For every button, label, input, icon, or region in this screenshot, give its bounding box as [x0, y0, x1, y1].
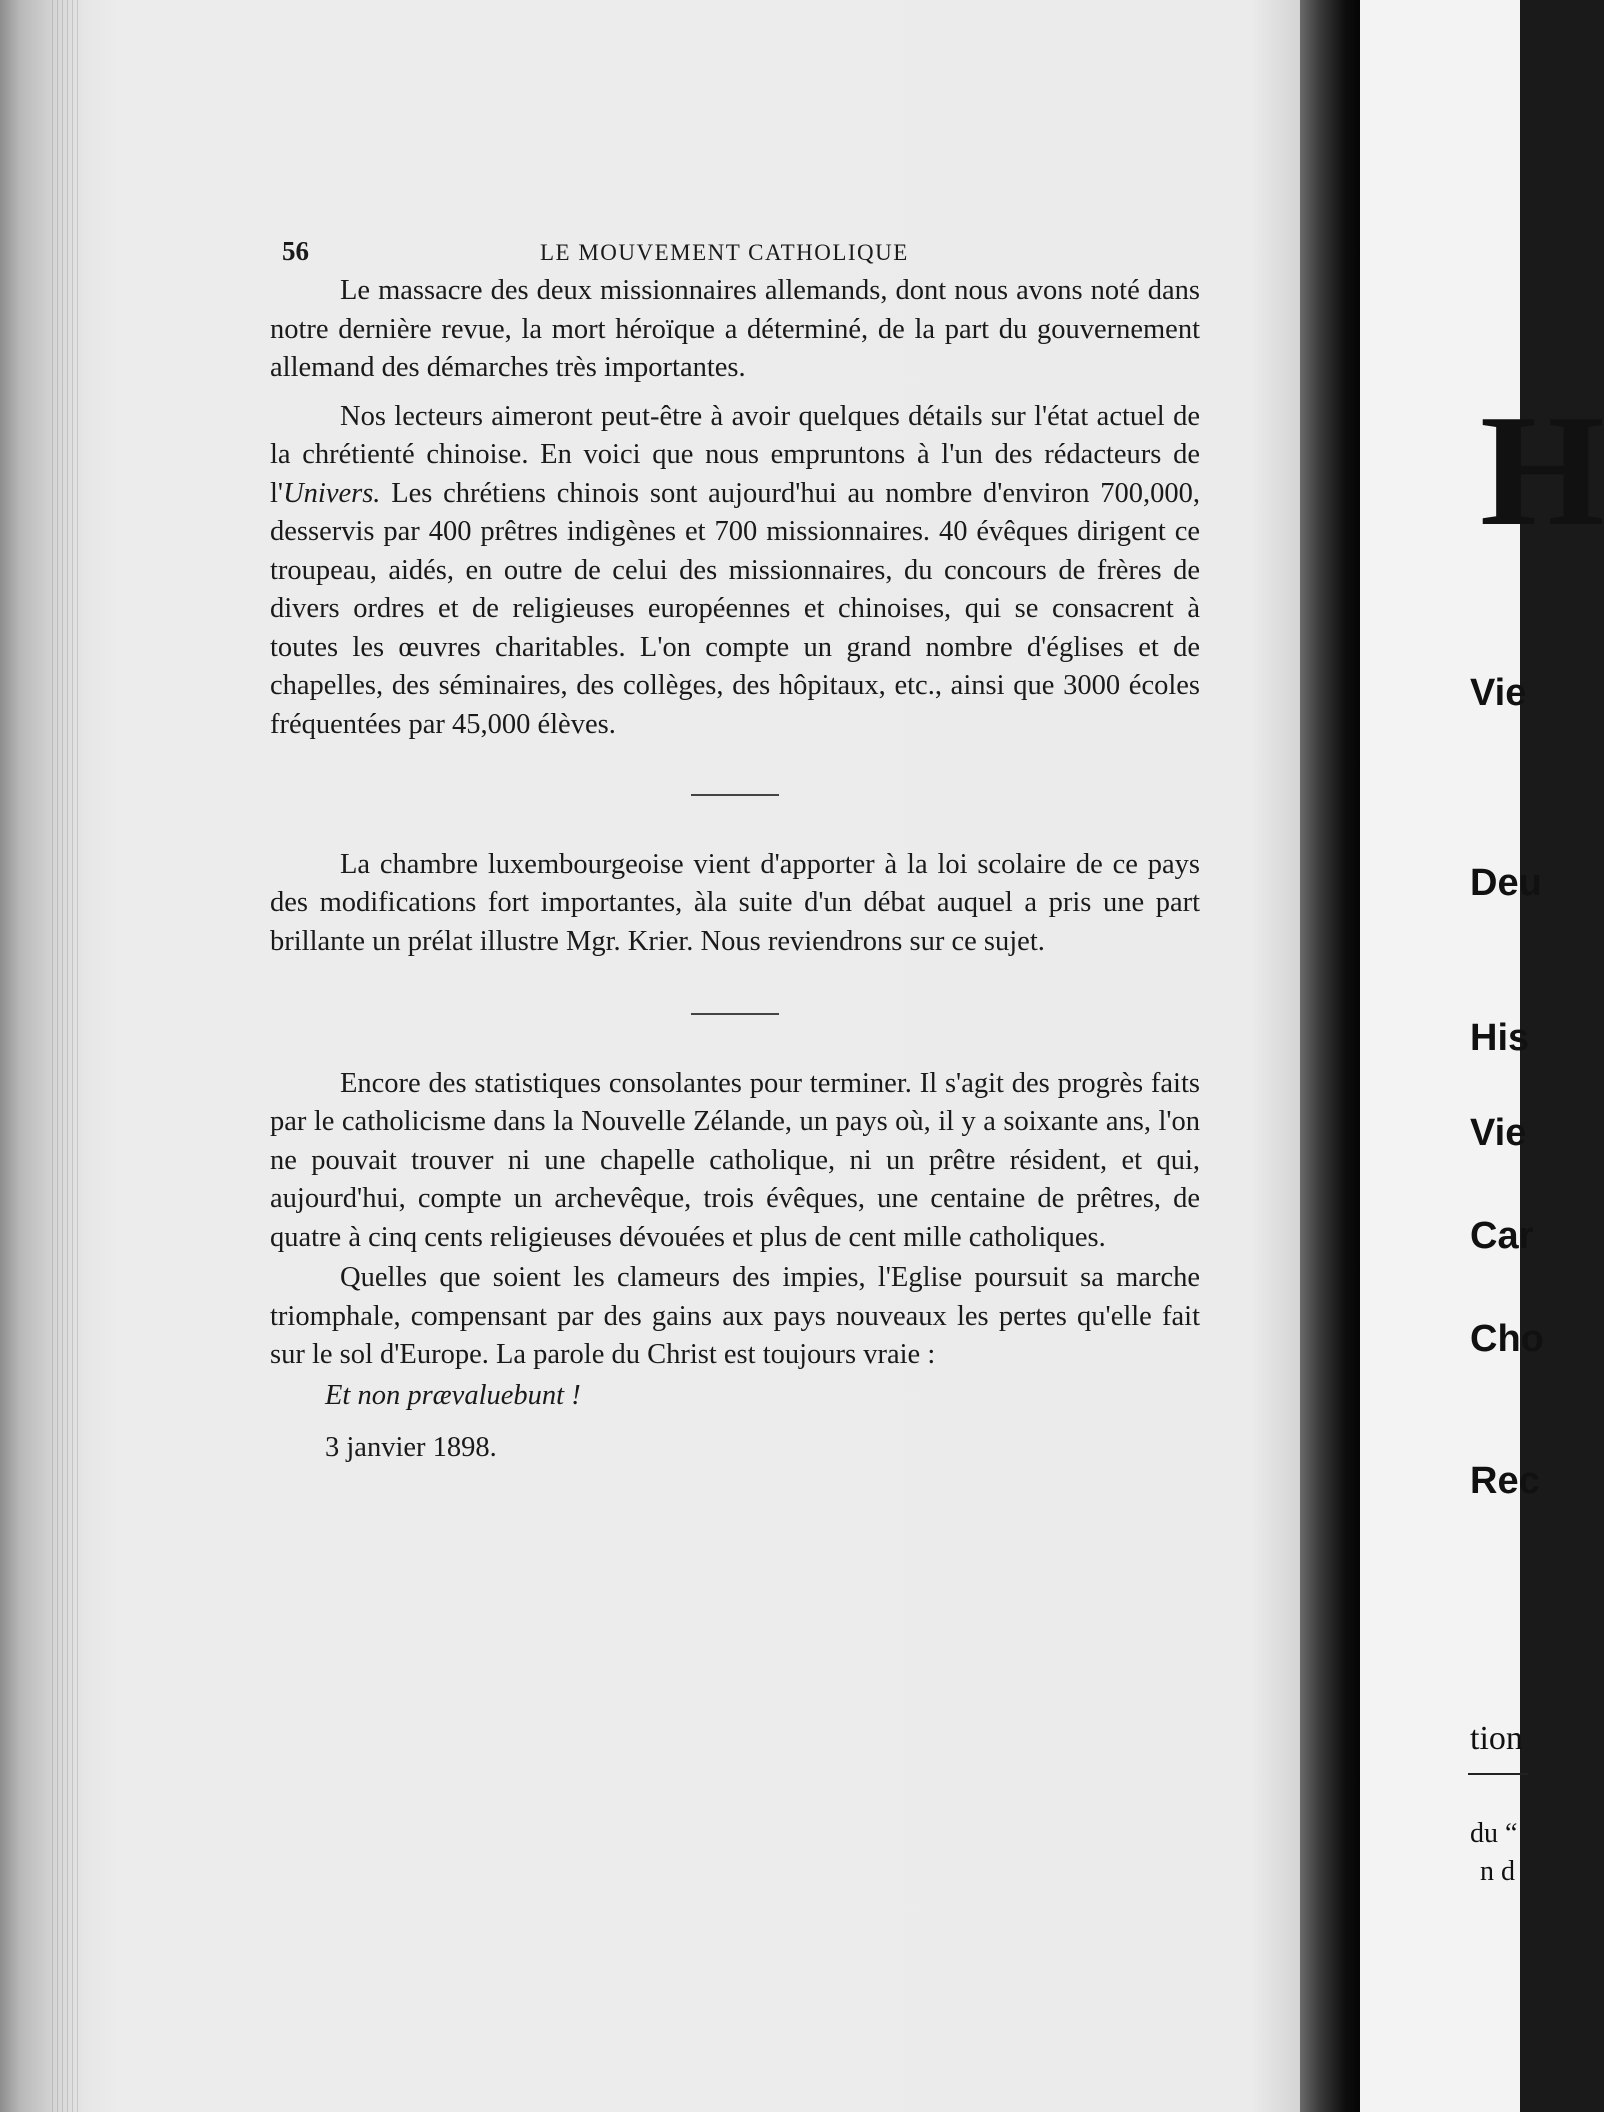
dateline: 3 janvier 1898. — [325, 1432, 497, 1463]
paragraph-conclusion: Quelles que soient les clameurs des impies, l'Eglise poursuit sa marche triomphale, compensant par des gains aux pays nouveaux les pertes qu'elle fait sur le sol d'Europe. La parole du Christ est toujours vraie : — [270, 1262, 1200, 1370]
book-gutter — [1300, 0, 1360, 2112]
page-edge-lines — [52, 0, 82, 2112]
facing-page-fragment-text: n d — [1480, 1856, 1515, 1887]
facing-page-fragment — [1360, 0, 1604, 2112]
facing-page-item: Car — [1470, 1215, 1534, 1257]
facing-page-fragment-text: tion — [1470, 1720, 1523, 1757]
paragraph-text: Nos lecteurs aimeront peut-être à avoir quelques détails sur l'état actuel de la chrétienté chinoise. En voici que nous empruntons à l'un des rédacteurs de l' — [270, 400, 1200, 509]
paragraph-massacre: Le massacre des deux missionnaires allemands, dont nous avons noté dans notre dernière revue, la mort héroïque a déterminé, de la part du gouvernement allemand des démarches très importantes. — [270, 275, 1200, 383]
paragraph-luxembourg: La chambre luxembourgeoise vient d'apporter à la loi scolaire de ce pays des modifications fort importantes, àla suite d'un débat auquel a pris une part brillante un prélat illustre Mgr. Krier. Nous reviendrons sur ce sujet. — [270, 848, 1200, 957]
facing-page-fragment-text: du “ — [1470, 1818, 1518, 1849]
journal-title: Univers. — [283, 477, 381, 509]
paragraph-chretiente-chinoise — [270, 398, 1200, 745]
facing-page-item: His — [1470, 1017, 1530, 1059]
page-body — [270, 232, 1200, 1468]
facing-page-large-letter: H — [1480, 381, 1604, 559]
facing-page-item: Vie — [1470, 672, 1527, 714]
facing-page-item: Rec — [1470, 1460, 1540, 1502]
section-divider — [691, 1013, 779, 1015]
paragraph-text: Les chrétiens chinois sont aujourd'hui au nombre d'environ 700,000, desservis par 400 prêtres indigènes et 700 missionnaires. 40 évêques dirigent ce troupeau, aidés, en outre de celui des missionnaires, du concours de frères de divers ordres et de religieuses européennes et chinoises, qui se consacrent à toutes les œuvres charitables. L'on compte un grand nombre d'églises et de chapelles, des séminaires, des collèges, des hôpitaux, etc., ainsi que 3000 écoles fréquentées par 45,000 élèves. — [270, 477, 1200, 740]
paragraph-nouvelle-zelande: Encore des statistiques consolantes pour terminer. Il s'agit des progrès faits par le catholicisme dans la Nouvelle Zélande, un pays où, il y a soixante ans, l'on ne pouvait trouver ni une chapelle catholique, ni un prêtre résident, et qui, aujourd'hui, compte un archevêque, trois évêques, une centaine de prêtres, de quatre à cinq cents religieuses dévouées et plus de cent mille catholiques. — [270, 1067, 1200, 1253]
facing-page-item: Deu — [1470, 862, 1542, 904]
section-divider — [691, 794, 779, 796]
facing-page-item: Vie — [1470, 1112, 1527, 1154]
running-title: LE MOUVEMENT CATHOLIQUE — [540, 240, 909, 265]
page-number: 56 — [282, 236, 309, 266]
running-head — [270, 232, 1200, 272]
facing-page-item: Cho — [1470, 1318, 1544, 1360]
facing-page-rule — [1468, 1773, 1528, 1775]
latin-motto: Et non prævaluebunt ! — [325, 1379, 581, 1411]
